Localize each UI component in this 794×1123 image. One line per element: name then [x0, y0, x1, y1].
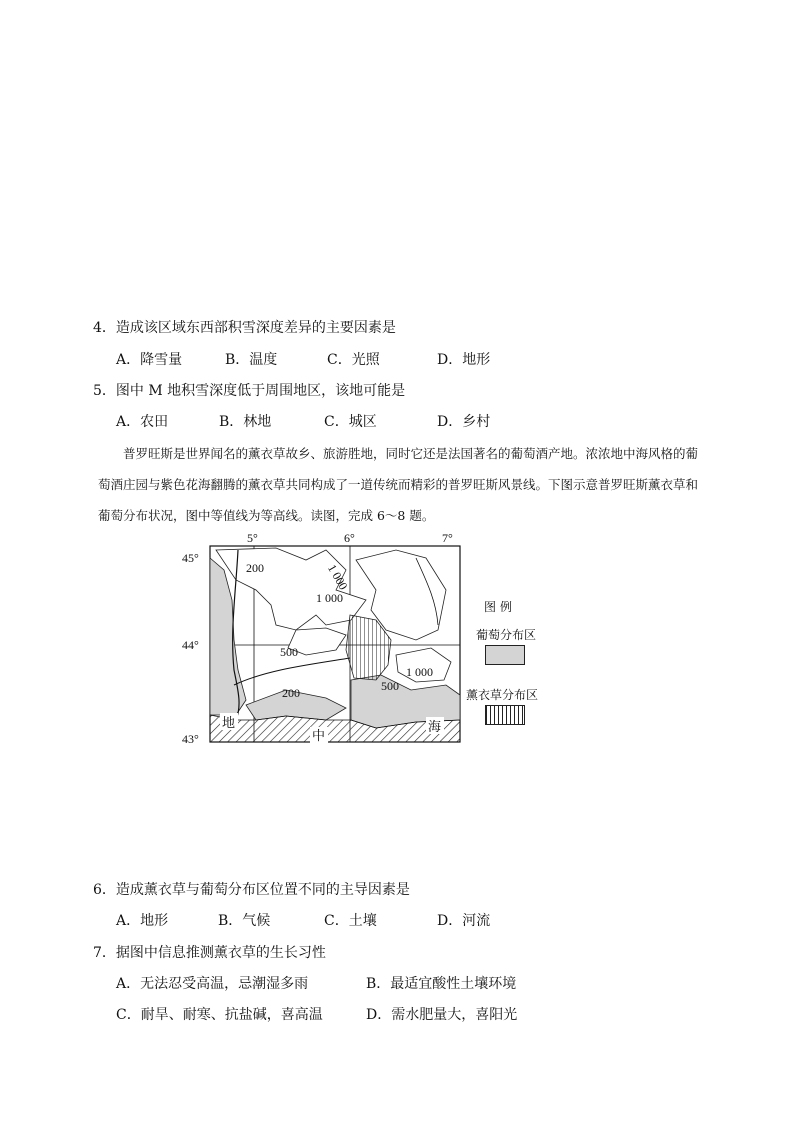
- question-6-option-b: B．气候: [218, 913, 271, 929]
- question-6-option-d: D．河流: [437, 913, 491, 929]
- contour-label: 1 000: [316, 591, 343, 605]
- lon-label-6: 6°: [344, 531, 355, 545]
- contour-label: 1 000: [324, 561, 351, 593]
- contour-label: 200: [282, 686, 300, 700]
- question-4-option-b: B．温度: [225, 352, 278, 368]
- lon-label-7: 7°: [442, 531, 453, 545]
- lat-label-43: 43°: [182, 732, 199, 746]
- passage-text: 普罗旺斯是世界闻名的薰衣草故乡、旅游胜地，同时它还是法国著名的葡萄酒产地。浓浓地中海风格的葡萄酒庄园与紫色花海翻腾的薰衣草共同构成了一道传统而精彩的普罗旺斯风景线。下图示意普罗旺斯薰衣草和葡萄分布状况，图中等值线为等高线。读图，完成 6～8 题。: [98, 446, 699, 523]
- sea-char-zhong: 中: [312, 729, 326, 744]
- contour-label: 500: [381, 679, 399, 693]
- question-7-option-c: C．耐旱、耐寒、抗盐碱，喜高温: [116, 1007, 323, 1023]
- question-5-option-d: D．乡村: [437, 414, 491, 430]
- legend-grape-label: 葡萄分布区: [476, 628, 537, 642]
- sea-char-hai: 海: [428, 720, 442, 735]
- question-5-option-b: B．林地: [219, 414, 272, 430]
- question-4-stem: 4．造成该区域东西部积雪深度差异的主要因素是: [93, 320, 396, 336]
- legend-lavender-swatch: [485, 705, 525, 725]
- question-7-option-d: D．需水肥量大，喜阳光: [366, 1007, 518, 1023]
- lon-label-5: 5°: [247, 531, 258, 545]
- lat-label-44: 44°: [182, 638, 199, 652]
- question-6-stem: 6．造成薰衣草与葡萄分布区位置不同的主导因素是: [93, 882, 410, 898]
- provence-map: [176, 530, 476, 750]
- lat-label-45: 45°: [182, 551, 199, 565]
- contour-label: 200: [246, 561, 264, 575]
- legend-grape-swatch: [485, 645, 525, 665]
- contour-label: 1 000: [406, 665, 433, 679]
- question-5-option-a: A．农田: [116, 414, 169, 430]
- question-6-option-c: C．土壤: [324, 913, 377, 929]
- contour-label: 500: [280, 645, 298, 659]
- question-5-stem: 5．图中 M 地积雪深度低于周围地区，该地可能是: [93, 383, 406, 399]
- question-7-stem: 7．据图中信息推测薰衣草的生长习性: [93, 945, 326, 961]
- question-7-option-a: A．无法忍受高温，忌潮湿多雨: [116, 976, 309, 992]
- question-4-option-a: A．降雪量: [116, 352, 183, 368]
- legend-lavender-label: 薰衣草分布区: [466, 688, 539, 702]
- legend-title: 图例: [484, 600, 517, 614]
- question-7-option-b: B．最适宜酸性土壤环境: [366, 976, 517, 992]
- question-6-option-a: A．地形: [116, 913, 169, 929]
- question-4-option-c: C．光照: [327, 352, 380, 368]
- question-4-option-d: D．地形: [437, 352, 491, 368]
- sea-char-di: 地: [222, 716, 236, 731]
- map-svg: [176, 530, 476, 750]
- question-5-option-c: C．城区: [324, 414, 377, 430]
